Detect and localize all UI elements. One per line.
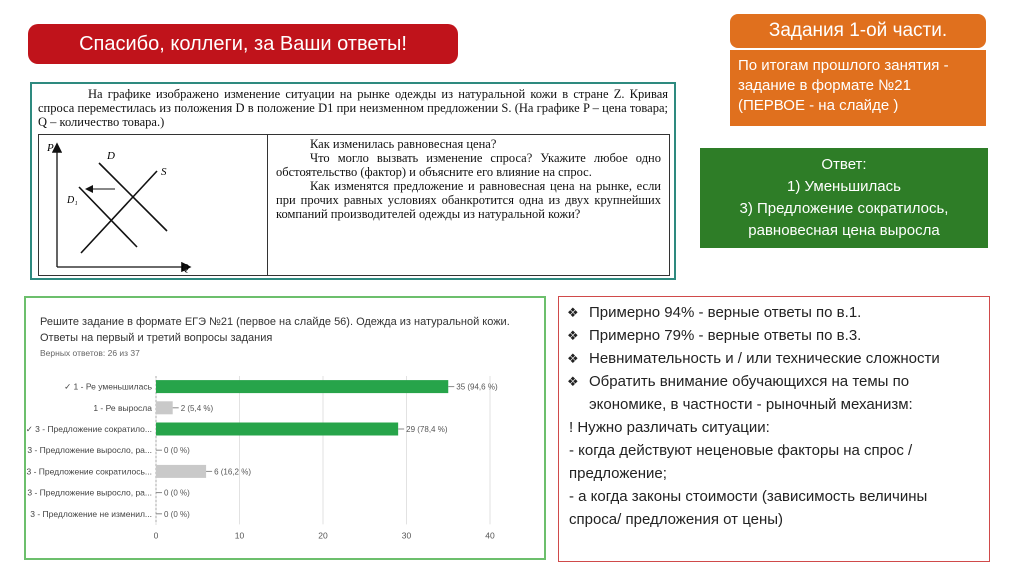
note-text: Обратить внимание обучающихся на темы по экономике, в частности - рыночный механизм: [589, 373, 913, 413]
label-q: Q [181, 262, 189, 274]
bar [156, 380, 448, 393]
slide-title-banner [28, 24, 458, 64]
supply-demand-graph-svg [39, 135, 267, 275]
part-header-text: Задания 1-ой части. [768, 20, 948, 41]
data-label: 0 (0 %) [164, 509, 190, 519]
data-label: 6 (16,2 %) [214, 467, 252, 477]
x-tick-label: 40 [485, 530, 495, 541]
data-label: 0 (0 %) [164, 446, 190, 456]
label-d: D [107, 150, 115, 162]
results-bar-chart [26, 298, 544, 558]
task-question-3: Как изменятся предложение и равновесная цена на рынке, если при прочих равных условиях обанкротится одна из двух крупнейших компаний производителей одежды из натуральной кожи? [276, 179, 661, 221]
note-text: Примерно 94% - верные ответы по в.1. [589, 304, 862, 321]
label-p: P [47, 142, 54, 154]
summary-box [730, 50, 986, 126]
supply-demand-graph [39, 135, 268, 275]
part-header [730, 14, 986, 48]
notes-box [558, 296, 990, 562]
note-text: Невнимательность и / или технические сложности [589, 350, 940, 367]
note-item [567, 347, 981, 370]
category-label: 3 - Предложение выросло, ра... [27, 445, 152, 456]
category-label: 1 - Ре выросла [93, 402, 152, 413]
note-text: Примерно 79% - верные ответы по в.3. [589, 327, 862, 344]
category-label: 3 - Предложение сократилось... [26, 466, 152, 477]
answer-line-2: 3) Предложение сократилось, равновесная цена выросла [739, 200, 949, 239]
results-chart-subtitle: Верных ответов: 26 из 37 [40, 348, 140, 358]
data-label: 35 (94,6 %) [456, 382, 498, 392]
x-tick-label: 10 [234, 530, 245, 541]
x-tick-label: 30 [401, 530, 412, 541]
bar [156, 465, 206, 478]
diamond-bullet-icon: ❖ [567, 351, 579, 366]
note-item [567, 370, 981, 416]
label-d1: D₁ [67, 195, 78, 206]
category-label: 3 - Предложение не изменил... [30, 508, 152, 519]
summary-text: По итогам прошлого занятия - задание в формате №21 (ПЕРВОЕ - на слайде ) [738, 57, 949, 114]
category-label: ✓ 3 - Предложение сократило... [26, 424, 152, 434]
category-label: 3 - Предложение выросло, ра... [27, 487, 152, 498]
task-question-1: Как изменилась равновесная цена? [310, 137, 497, 151]
results-chart-card [24, 296, 546, 560]
task-table [38, 134, 670, 276]
results-chart-title: Решите задание в формате ЕГЭ №21 (первое на слайде 56). Одежда из натуральной кожи. Ответы на первый и третий вопросы задания [40, 316, 510, 344]
diamond-bullet-icon: ❖ [567, 305, 579, 320]
task-questions [268, 135, 669, 275]
data-label: 2 (5,4 %) [180, 403, 214, 413]
task-question-2: Что могло вызвать изменение спроса? Укажите любое одно обстоятельство (фактор) и объясните его влияние на спрос. [276, 151, 661, 179]
slide-title: Спасибо, коллеги, за Ваши ответы! [79, 32, 407, 55]
diamond-bullet-icon: ❖ [567, 374, 579, 389]
x-tick-label: 20 [318, 530, 328, 541]
answer-heading: Ответ: [821, 156, 867, 173]
task-intro-text: На графике изображено изменение ситуации на рынке одежды из натуральной кожи в стране Z. Кривая спроса переместилась из положения D в положение D1 при неизменном предложении S. (На графике P – цена товара; Q – количество товара.) [38, 87, 668, 129]
diamond-bullet-icon: ❖ [567, 328, 579, 343]
note-line: - когда действуют неценовые факторы на спрос / предложение; [569, 442, 913, 482]
label-s: S [161, 166, 167, 178]
note-line: - а когда законы стоимости (зависимость величины спроса/ предложения от цены) [569, 488, 928, 528]
x-tick-label: 0 [153, 530, 159, 541]
answer-box [700, 148, 988, 248]
category-label: ✓ 1 - Ре уменьшилась [64, 381, 152, 392]
data-label: 29 (78,4 %) [406, 425, 448, 434]
note-item [567, 301, 981, 324]
note-line: ! Нужно различать ситуации: [569, 419, 770, 436]
demand-curve-d1 [79, 187, 137, 247]
note-item [567, 324, 981, 347]
bar [156, 423, 398, 436]
task-document [30, 82, 676, 280]
bar [156, 401, 173, 414]
answer-line-1: 1) Уменьшилась [787, 178, 901, 195]
data-label: 0 (0 %) [164, 488, 190, 498]
